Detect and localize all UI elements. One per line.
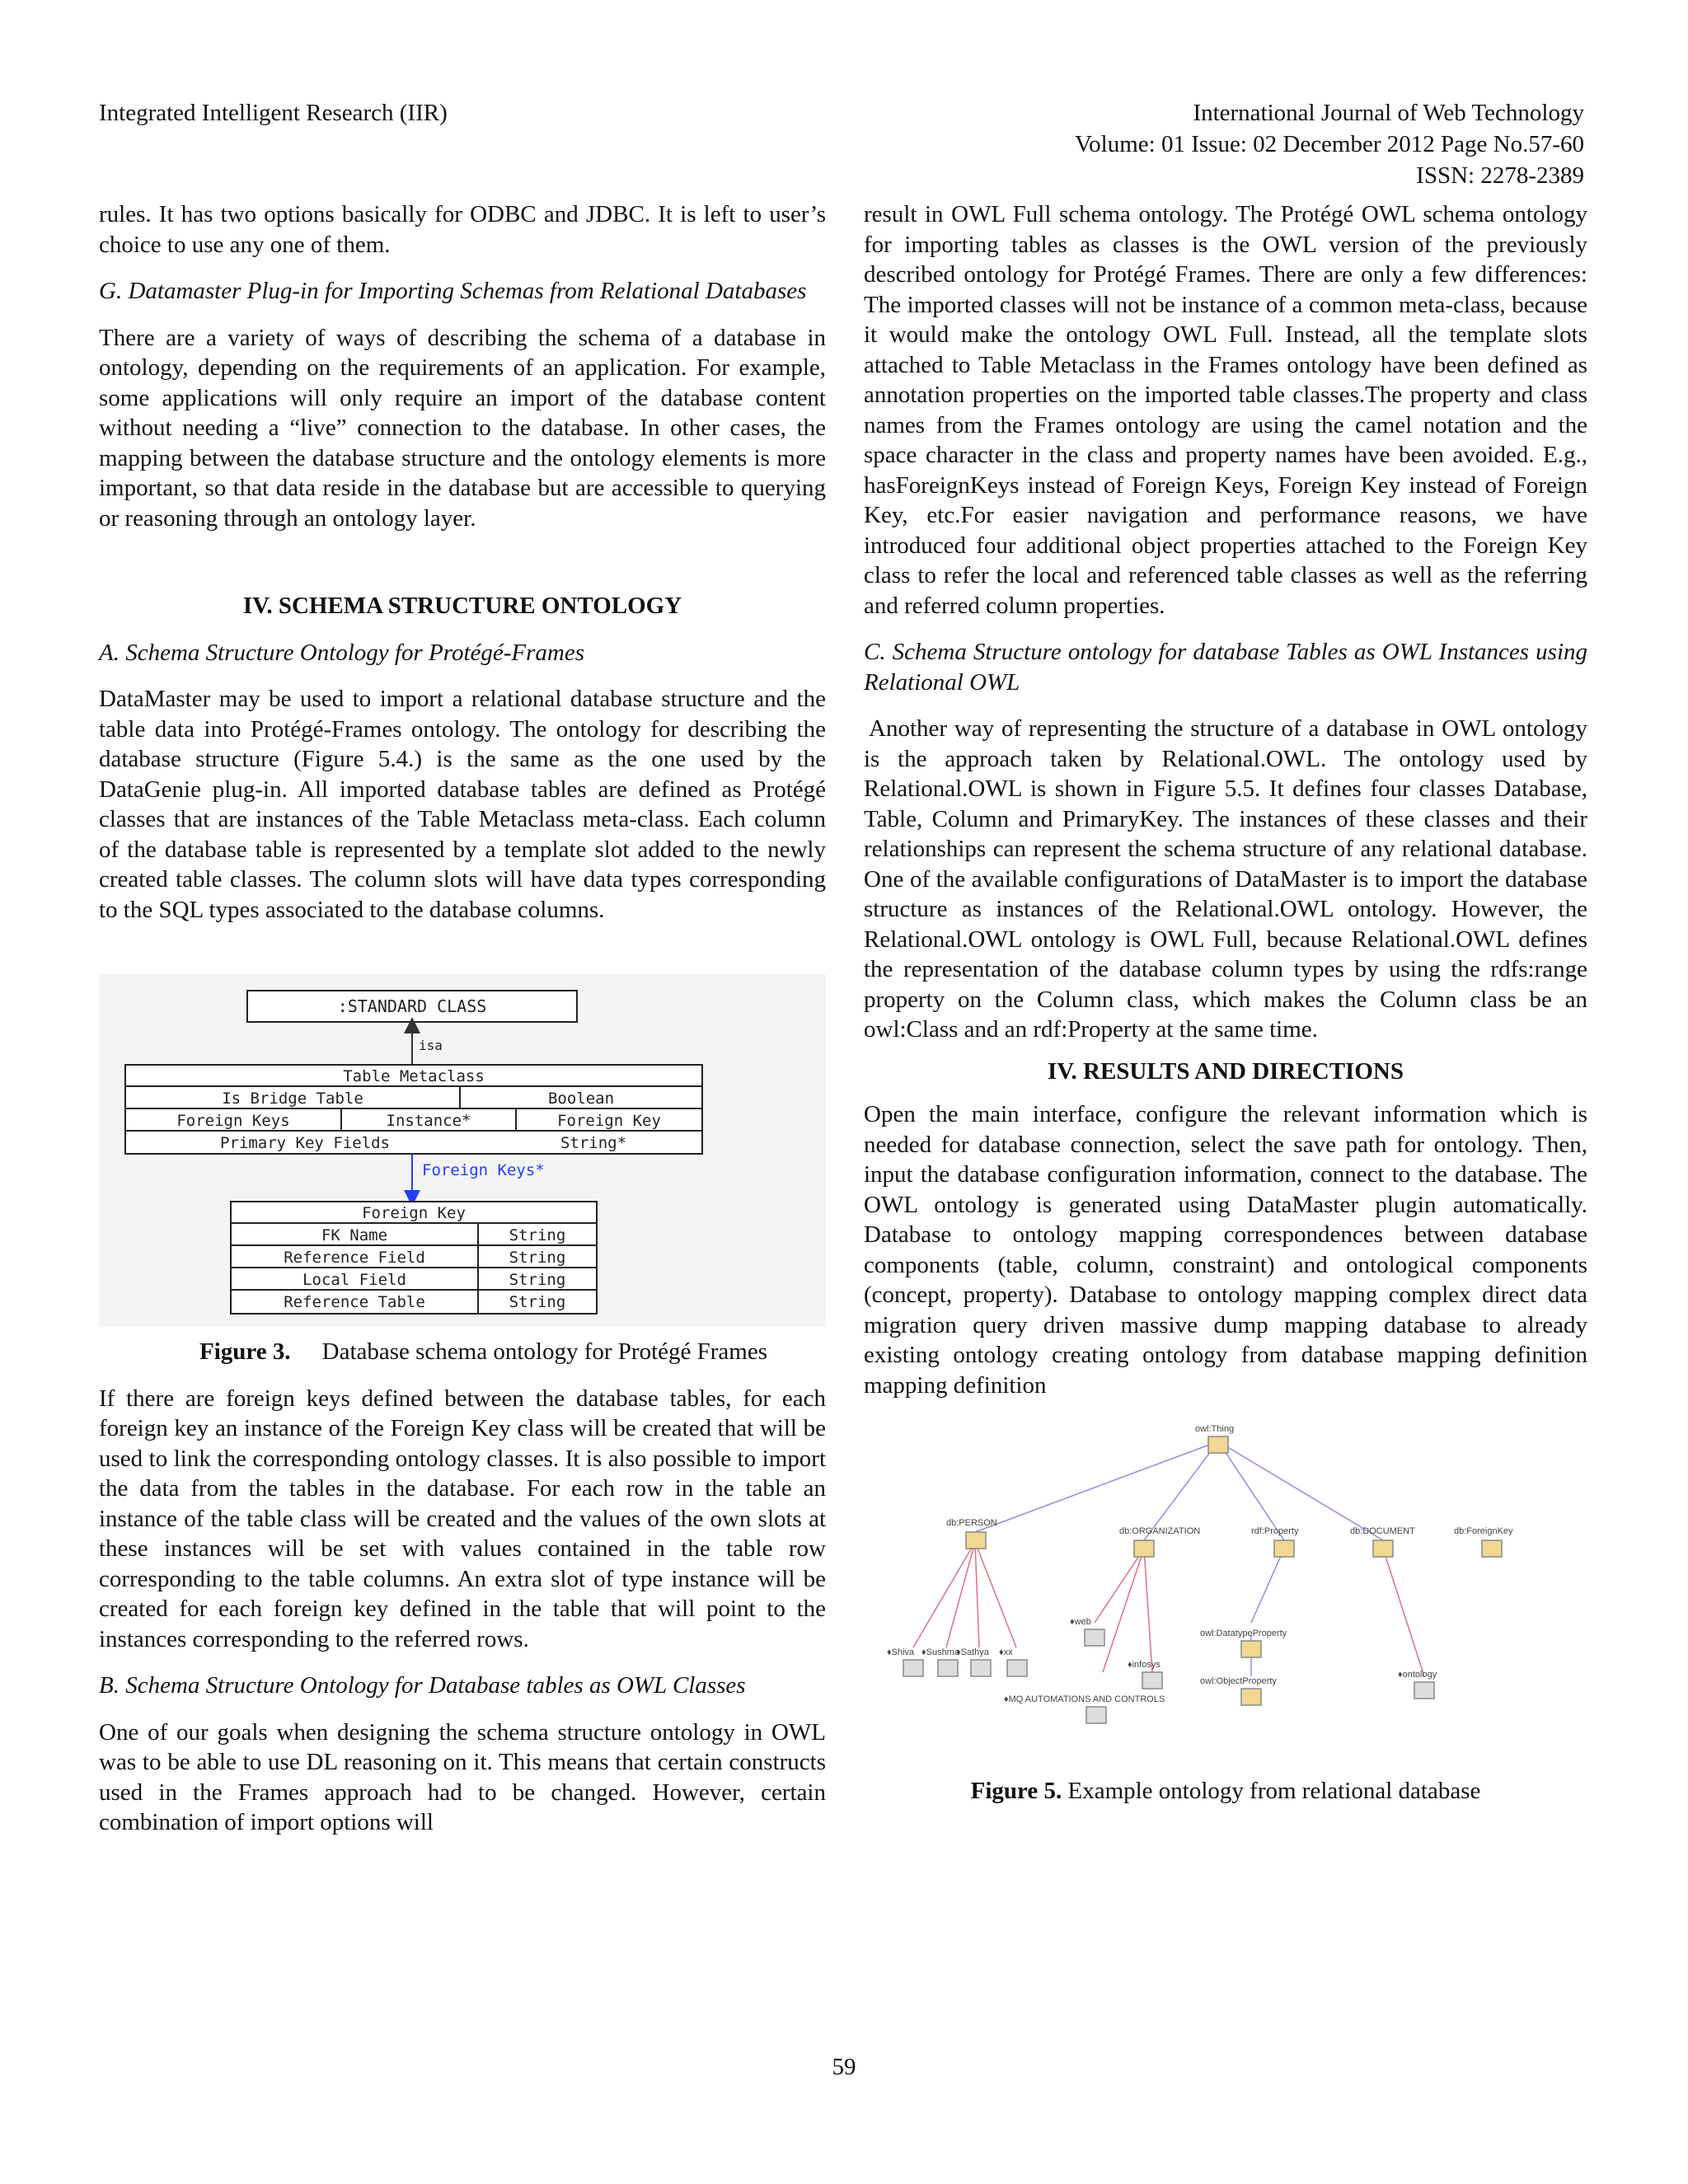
tm-row2-type: Instance* — [386, 1112, 471, 1130]
node-foreign-key — [1482, 1540, 1502, 1557]
figure-5-caption — [864, 1776, 1587, 1807]
fk-row1-name: FK Name — [321, 1226, 388, 1244]
subsection-c-title: C. Schema Structure ontology for database Tables as OWL Instances using Relational OWL — [864, 639, 1587, 696]
tm-row2-name: Foreign Keys — [176, 1112, 290, 1130]
label-document: db:DOCUMENT — [1350, 1526, 1415, 1536]
node-mq — [1086, 1707, 1106, 1723]
label-shiva: ♦Shiva — [887, 1647, 915, 1657]
node-datatype-prop — [1241, 1641, 1261, 1657]
label-mq: ♦MQ AUTOMATIONS AND CONTROLS — [1004, 1694, 1165, 1704]
fk-row3-type: String — [509, 1271, 566, 1289]
node-root — [1208, 1436, 1228, 1453]
section-results-title: IV. RESULTS AND DIRECTIONS — [1048, 1057, 1404, 1085]
fk-row1-type: String — [509, 1226, 566, 1244]
node-person — [966, 1532, 986, 1549]
fk-row4-name: Reference Table — [284, 1293, 425, 1311]
journal-header-right — [842, 97, 1584, 191]
node-organization — [1134, 1540, 1154, 1557]
fk-row4-type: String — [509, 1293, 566, 1311]
tm-row3-type: String* — [560, 1134, 627, 1152]
label-organization: db:ORGANIZATION — [1119, 1526, 1201, 1536]
label-sathya: ♦Sathya — [956, 1647, 989, 1657]
fk-row2-name: Reference Field — [284, 1249, 425, 1267]
figure-3-caption-text: Database schema ontology for Protégé Frames — [321, 1338, 767, 1365]
label-ontology: ♦ontology — [1398, 1670, 1437, 1680]
figure-5-label: Figure 5. — [970, 1778, 1062, 1804]
node-ontology — [1414, 1682, 1434, 1699]
paragraph-continued: result in OWL Full schema ontology. The Protégé OWL schema ontology for importing tables as classes is the OWL version of the previously described ontology for Protégé Frames. There are only a few differences: The imported classes will not be instance of a common meta-class, because it would make the ontology OWL Full. Instead, all the template slots attached to Table Metaclass in the Frames ontology have been defined as annotation properties on the imported table classes.The property and class names from the Frames ontology are using the camel notation and the space character in the class and property names have been avoided. E.g., hasForeignKeys instead of Foreign Keys, Foreign Key instead of Foreign Key, etc.For easier navigation and performance reasons, we have introduced four additional object properties attached to the Foreign Key class to refer the local and referenced table classes as well as the referring and referred column properties. — [864, 201, 1587, 619]
label-datatype-prop: owl:DatatypeProperty — [1200, 1629, 1287, 1638]
node-infosys — [1142, 1672, 1162, 1689]
paragraph-intro: rules. It has two options basically for ODBC and JDBC. It is left to user’s choice to use any one of them. — [99, 201, 826, 258]
figure-3-caption — [199, 1337, 826, 1367]
figure-3-label: Figure 3. — [199, 1338, 291, 1365]
figure-3-schema-diagram — [99, 974, 826, 1327]
paragraph-g: There are a variety of ways of describing the schema of a database in ontology, depending on the requirements of an application. For example, some applications will only require an import of the database content without needing a “live” connection to the database. In other cases, the mapping between the database structure and the ontology elements is more important, so that data reside in the database but are accessible to querying or reasoning through an ontology layer. — [99, 324, 826, 532]
subsection-a-title: A. Schema Structure Ontology for Protégé-Frames — [99, 639, 585, 666]
fk-row3-name: Local Field — [302, 1271, 406, 1289]
journal-name: International Journal of Web Technology — [1193, 100, 1584, 126]
node-sathya — [971, 1660, 991, 1676]
standard-class-label: :STANDARD CLASS — [337, 996, 487, 1016]
figure-5-ontology-graph — [864, 1417, 1587, 1746]
label-rdf-property: rdf:Property — [1251, 1526, 1299, 1536]
node-document — [1373, 1540, 1393, 1557]
node-xx — [1007, 1660, 1027, 1676]
isa-label: isa — [419, 1038, 443, 1053]
paragraph-b: One of our goals when designing the schema structure ontology in OWL was to be able to use DL reasoning on it. This means that certain constructs used in the Frames approach had to be changed. However, certain combination of import options will — [99, 1718, 826, 1835]
node-shiva — [903, 1660, 923, 1676]
node-sushma — [938, 1660, 958, 1676]
label-object-prop: owl:ObjectProperty — [1200, 1676, 1277, 1686]
tm-row1-type: Boolean — [547, 1090, 615, 1108]
node-object-prop — [1241, 1689, 1261, 1705]
subsection-b-title: B. Schema Structure Ontology for Database tables as OWL Classes — [99, 1672, 746, 1699]
journal-header-left: Integrated Intelligent Research (IIR) — [99, 100, 448, 126]
section-iv-title: IV. SCHEMA STRUCTURE ONTOLOGY — [242, 593, 682, 619]
right-column — [864, 199, 1587, 1807]
foreign-keys-link-label: Foreign Keys* — [422, 1161, 545, 1179]
left-column — [99, 199, 826, 1838]
page-number: 59 — [832, 2054, 856, 2080]
figure-5-caption-text: Example ontology from relational database — [1067, 1778, 1481, 1804]
paragraph-a: DataMaster may be used to import a relational database structure and the table data into Protégé-Frames ontology. The ontology for describing the database structure (Figure 5.4.) is the same as the one used by the DataGenie plug-in. All imported database tables are defined as Protégé classes that are instances of the Table Metaclass meta-class. Each column of the database table is represented by a template slot added to the newly created table classes. The column slots will have data types corresponding to the SQL types associated to the database columns. — [99, 686, 826, 923]
label-xx: ♦xx — [999, 1647, 1013, 1657]
fk-row2-type: String — [509, 1249, 566, 1267]
tm-row1-name: Is Bridge Table — [222, 1090, 363, 1108]
label-sushma: ♦Sushma — [921, 1647, 959, 1657]
journal-issn: ISSN: 2278-2389 — [1416, 162, 1584, 189]
subsection-g-title: G. Datamaster Plug-in for Importing Schemas from Relational Databases — [99, 278, 807, 304]
foreign-key-title: Foreign Key — [362, 1204, 466, 1222]
label-person: db:PERSON — [946, 1518, 997, 1528]
label-foreign-key: db:ForeignKey — [1454, 1526, 1513, 1536]
tm-row3-name: Primary Key Fields — [220, 1134, 390, 1152]
node-web — [1085, 1629, 1104, 1646]
label-web: ♦web — [1070, 1617, 1091, 1627]
tm-row2-range: Foreign Key — [557, 1112, 661, 1130]
table-metaclass-title: Table Metaclass — [343, 1067, 485, 1085]
label-root: owl:Thing — [1195, 1424, 1235, 1434]
paragraph-foreign-keys: If there are foreign keys defined between the database tables, for each foreign key an instance of the Foreign Key class will be created that will be used to link the corresponding ontology classes. It is also possible to import the data from the tables in the database. For each row in the table an instance of the table class will be created and the values of the own slots at these instances will be set with values contained in the table row corresponding to the table columns. An extra slot of type instance will be created for each foreign key defined in the table that will point to the instances corresponding to the referred rows. — [99, 1385, 826, 1652]
node-rdf-property — [1274, 1540, 1294, 1557]
journal-volume: Volume: 01 Issue: 02 December 2012 Page No.57-60 — [1074, 131, 1584, 157]
paragraph-results: Open the main interface, configure the relevant information which is needed for database connection, select the save path for ontology. Then, input the database configuration information, connect to the database. The OWL ontology is generated using DataMaster plugin automatically. Database to ontology mapping correspondences between database components (table, column, constraint) and ontological components (concept, property). Database to ontology mapping complex direct data migration query driven massive dump mapping database to already existing ontology creating ontology from database mapping definition mapping definition — [864, 1101, 1587, 1399]
label-infosys: ♦infosys — [1128, 1660, 1160, 1670]
paragraph-c: Another way of representing the structure of a database in OWL ontology is the approach taken by Relational.OWL. The ontology used by Relational.OWL is shown in Figure 5.5. It defines four classes Database, Table, Column and PrimaryKey. The instances of these classes and their relationships can represent the schema structure of any relational database. One of the available configurations of DataMaster is to import the database structure as instances of the Relational.OWL ontology. However, the Relational.OWL ontology is OWL Full, because Relational.OWL defines the representation of the database column types by using the rdfs:range property on the Column class, which makes the Column class be an owl:Class and an rdf:Property at the same time. — [864, 715, 1587, 1043]
